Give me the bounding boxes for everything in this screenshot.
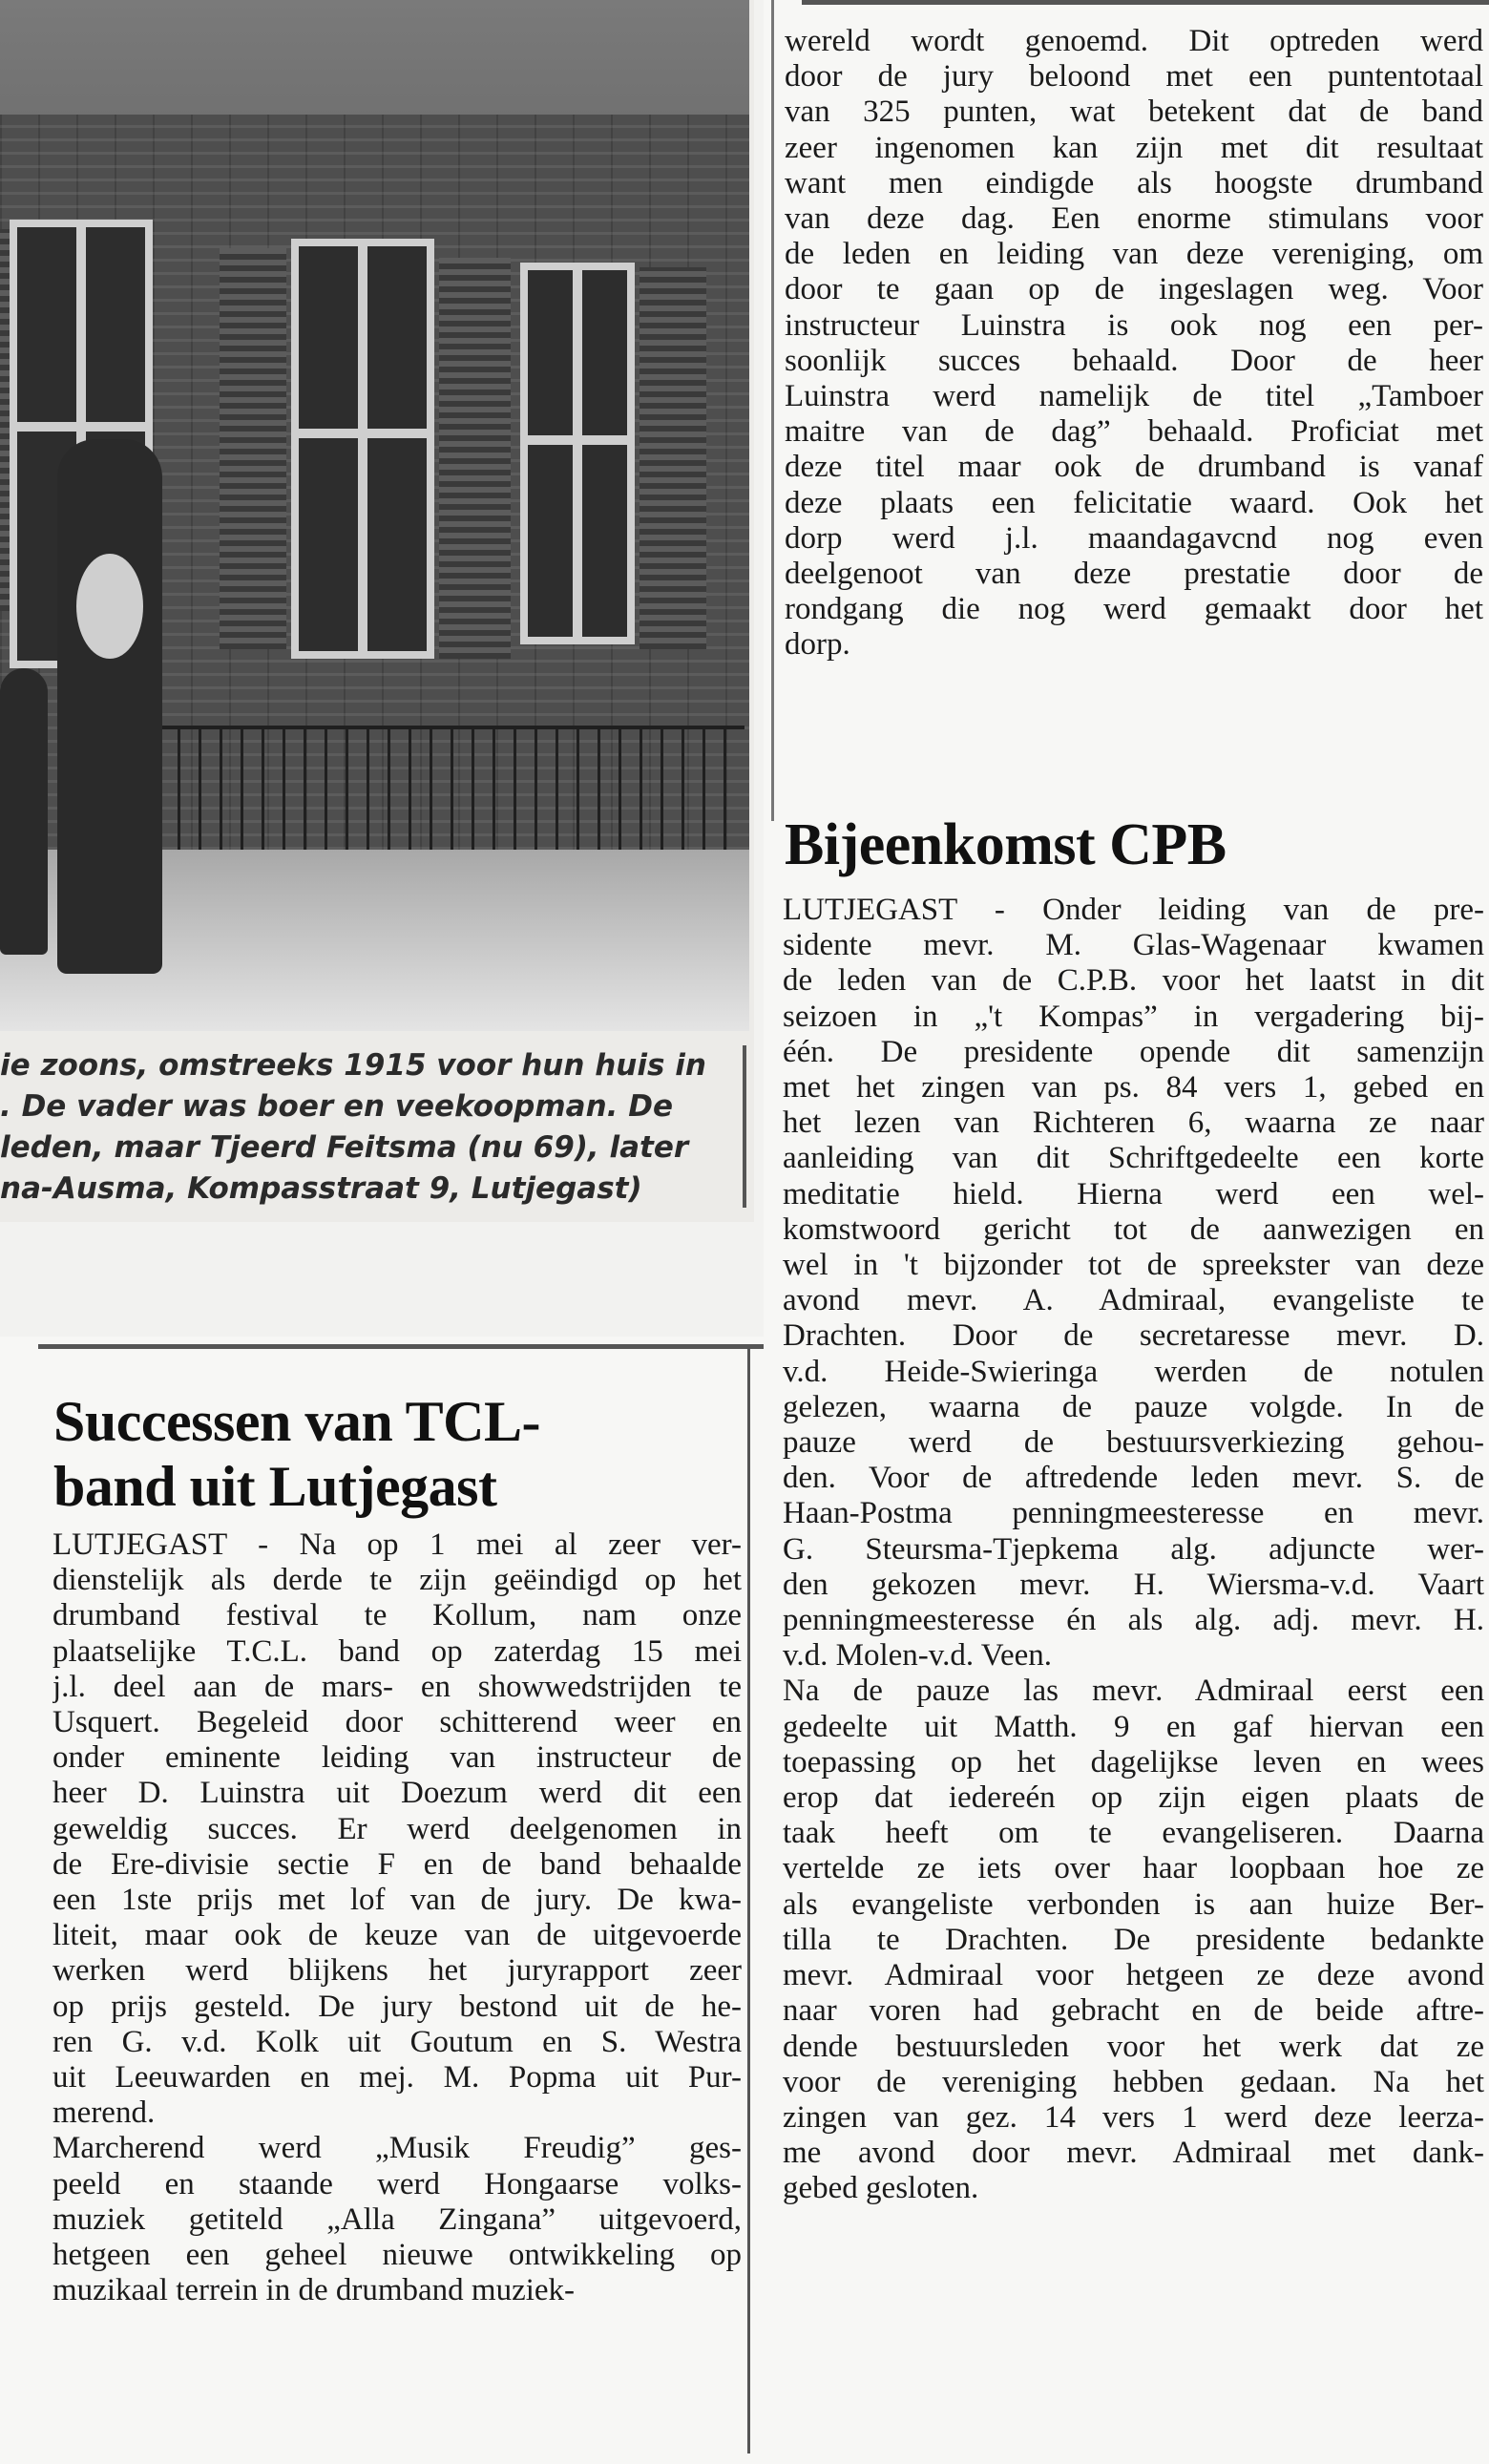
column-rule: [747, 1346, 750, 2453]
text-line: gelezen, waarna de pauze volgde. In de: [783, 1389, 1484, 1424]
window-shutter: [640, 267, 706, 649]
text-line: toepassing op het dagelijkse leven en wees: [783, 1744, 1484, 1780]
text-line: deelgenoot van deze prestatie door de: [785, 557, 1483, 592]
caption-divider: [743, 1045, 746, 1208]
text-line: hetgeen een geheel nieuwe ontwikkeling op: [52, 2238, 742, 2273]
text-line: liteit, maar ook de keuze van de uitgevoerde: [52, 1918, 742, 1953]
text-line: rondgang die nog werd gemaakt door het: [785, 592, 1483, 627]
text-line: taak heeft om te evangeliseren. Daarna: [783, 1816, 1484, 1851]
text-line: drumband festival te Kollum, nam onze: [52, 1598, 742, 1633]
text-line: v.d. Molen-v.d. Veen.: [783, 1638, 1052, 1674]
text-line: avond mevr. A. Admiraal, evangeliste te: [783, 1283, 1484, 1318]
text-line: erop dat iedereén op zijn eigen plaats de: [783, 1780, 1484, 1816]
text-line: Na de pauze las mevr. Admiraal eerst een: [783, 1674, 1484, 1709]
text-line: gedeelte uit Matth. 9 en gaf hiervan een: [783, 1709, 1484, 1744]
text-line: me avond door mevr. Admiraal met dank-: [783, 2136, 1484, 2171]
text-line: heer D. Luinstra uit Doezum werd dit een: [52, 1776, 742, 1811]
text-line: v.d. Heide-Swieringa werden de notulen: [783, 1354, 1484, 1389]
text-line: op prijs gesteld. De jury bestond uit de he-: [52, 1989, 742, 2024]
caption-line: . De vader was boer en veekoopman. De: [0, 1089, 673, 1124]
text-line: maitre van de dag” behaald. Proficiat met: [785, 414, 1483, 450]
text-line: peeld en staande werd Hongaarse volks-: [52, 2166, 742, 2201]
text-line: vertelde ze iets over haar loopbaan hoe ze: [783, 1851, 1484, 1886]
child-figure: [76, 554, 143, 659]
text-line: wereld wordt genoemd. Dit optreden werd: [785, 24, 1483, 58]
cpb-article-body: [783, 893, 1484, 2207]
text-line: dende bestuursleden voor het werk dat ze: [783, 2029, 1484, 2064]
text-line: dorp.: [785, 627, 850, 663]
text-line: dorp werd j.l. maandagavcnd nog even: [785, 520, 1483, 556]
text-line: Haan-Postma penningmeesteresse en mevr.: [783, 1496, 1484, 1531]
text-line: onder eminente leiding van instructeur de: [52, 1740, 742, 1776]
column-rule: [38, 1344, 764, 1349]
text-line: want men eindigde als hoogste drumband: [785, 165, 1483, 200]
text-line: soonlijk succes behaald. Door de heer: [785, 343, 1483, 378]
text-line: dienstelijk als derde te zijn geëindigd op het: [52, 1563, 742, 1598]
text-line: pauze werd de bestuursverkiezing gehou-: [783, 1425, 1484, 1461]
caption-line: leden, maar Tjeerd Feitsma (nu 69), later: [0, 1130, 689, 1165]
text-line: voor de vereniging hebben gedaan. Na het: [783, 2064, 1484, 2099]
caption-line: ie zoons, omstreeks 1915 voor hun huis in: [0, 1048, 706, 1083]
text-line: één. De presidente opende dit samenzijn: [783, 1034, 1484, 1069]
text-line: de Ere-divisie sectie F en de band behaalde: [52, 1846, 742, 1882]
tcl-headline: [53, 1389, 540, 1519]
text-line: naar voren had gebracht en de beide aftre-: [783, 1993, 1484, 2029]
text-line: uit Leeuwarden en mej. M. Popma uit Pur-: [52, 2060, 742, 2095]
text-line: de leden van de C.P.B. voor het laatst in dit: [783, 963, 1484, 999]
column-rule: [802, 0, 1489, 5]
window-shutter: [220, 248, 286, 649]
text-line: wel in 't bijzonder tot de spreekster van deze: [783, 1248, 1484, 1283]
text-line: met het zingen van ps. 84 vers 1, gebed en: [783, 1070, 1484, 1106]
text-line: van deze dag. Een enorme stimulans voor: [785, 201, 1483, 237]
text-line: zeer ingenomen kan zijn met dit resultaat: [785, 130, 1483, 165]
text-line: de leden en leiding van deze vereniging, om: [785, 237, 1483, 272]
text-line: penningmeesteresse én als alg. adj. mevr. H.: [783, 1603, 1484, 1638]
garden-fence: [115, 726, 744, 863]
text-line: geweldig succes. Er werd deelgenomen in: [52, 1811, 742, 1846]
text-line: plaatselijke T.C.L. band op zaterdag 15 mei: [52, 1633, 742, 1669]
text-line: een 1ste prijs met lof van de jury. De kwa-: [52, 1883, 742, 1918]
text-line: den. Voor de aftredende leden mevr. S. de: [783, 1461, 1484, 1496]
text-line: G. Steursma-Tjepkema alg. adjuncte wer-: [783, 1531, 1484, 1567]
house-window: [291, 239, 434, 659]
text-line: instructeur Luinstra is ook nog een per-: [785, 307, 1483, 343]
text-line: j.l. deel aan de mars- en showwedstrijden te: [52, 1669, 742, 1704]
house-window: [520, 263, 635, 644]
text-line: werken werd blijkens het juryrapport zeer: [52, 1953, 742, 1989]
text-line: als evangeliste verbonden is aan huize Ber-: [783, 1886, 1484, 1922]
text-line: LUTJEGAST - Na op 1 mei al zeer ver-: [52, 1527, 742, 1562]
headline-line: band uit Lutjegast: [53, 1455, 497, 1518]
text-line: meditatie hield. Hierna werd een wel-: [783, 1176, 1484, 1211]
column-rule: [771, 0, 774, 821]
text-line: aanleiding van dit Schriftgedeelte een korte: [783, 1141, 1484, 1176]
text-line: LUTJEGAST - Onder leiding van de pre-: [783, 893, 1484, 927]
tcl-article-body: [52, 1527, 742, 2308]
photo-caption: [0, 1045, 744, 1210]
text-line: deze titel maar ook de drumband is vanaf: [785, 450, 1483, 485]
text-line: deze plaats een felicitatie waard. Ook het: [785, 485, 1483, 520]
text-line: door de jury beloond met een puntentotaal: [785, 59, 1483, 95]
window-shutter: [439, 258, 511, 659]
text-line: muziek getiteld „Alla Zingana” uitgevoerd,: [52, 2201, 742, 2237]
text-line: gebed gesloten.: [783, 2171, 979, 2206]
text-line: Usquert. Begeleid door schitterend weer en: [52, 1705, 742, 1740]
text-line: het lezen van Richteren 6, waarna ze naar: [783, 1106, 1484, 1141]
text-line: ren G. v.d. Kolk uit Goutum en S. Westra: [52, 2024, 742, 2059]
text-line: tilla te Drachten. De presidente bedankte: [783, 1922, 1484, 1957]
text-line: komstwoord gericht tot de aanwezigen en: [783, 1211, 1484, 1247]
text-line: muzikaal terrein in de drumband muziek-: [52, 2273, 576, 2308]
standing-man: [57, 439, 162, 974]
text-line: zingen van gez. 14 vers 1 werd deze leerza-: [783, 2099, 1484, 2135]
text-line: sidente mevr. M. Glas-Wagenaar kwamen: [783, 928, 1484, 963]
text-line: merend.: [52, 2095, 156, 2131]
headline-line: Successen van TCL-: [53, 1390, 540, 1453]
text-line: Luinstra werd namelijk de titel „Tamboer: [785, 379, 1483, 414]
cut-off-figure: [0, 668, 48, 955]
text-line: Drachten. Door de secretaresse mevr. D.: [783, 1318, 1484, 1354]
text-line: Marcherend werd „Musik Freudig” ges-: [52, 2131, 742, 2166]
text-line: den gekozen mevr. H. Wiersma-v.d. Vaart: [783, 1567, 1484, 1602]
caption-line: na-Ausma, Kompasstraat 9, Lutjegast): [0, 1171, 642, 1206]
photo-clipping: [0, 0, 754, 1222]
text-line: seizoen in „'t Kompas” in vergadering bij-: [783, 999, 1484, 1034]
cpb-headline: Bijeenkomst CPB: [785, 812, 1227, 877]
historic-house-photo: [0, 0, 749, 1031]
text-line: mevr. Admiraal voor hetgeen ze deze avond: [783, 1958, 1484, 1993]
text-line: van 325 punten, wat betekent dat de band: [785, 95, 1483, 130]
drumband-article-continued: [785, 24, 1483, 663]
text-line: door te gaan op de ingeslagen weg. Voor: [785, 272, 1483, 307]
